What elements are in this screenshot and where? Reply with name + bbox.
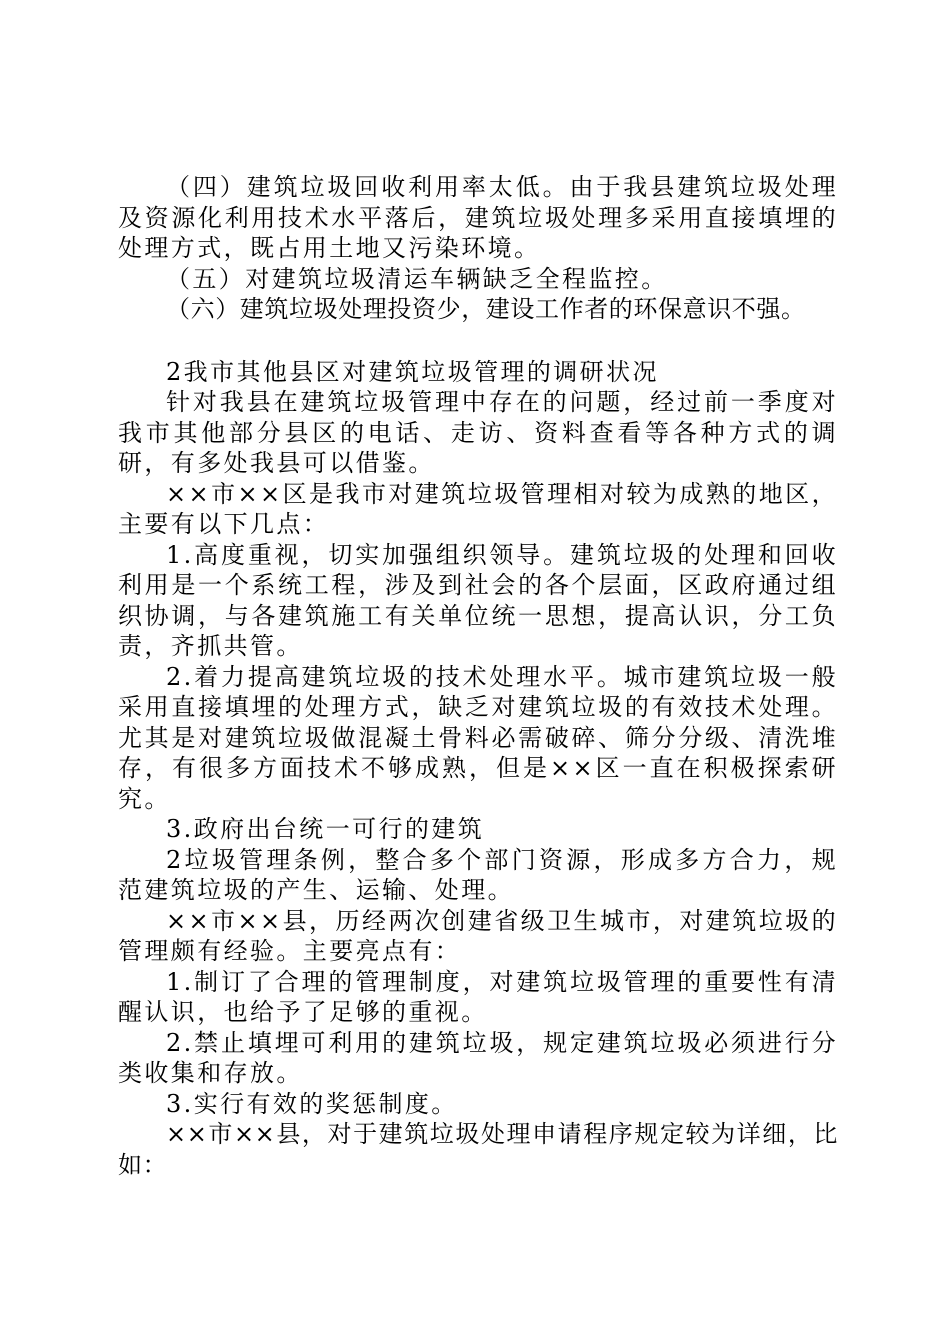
paragraph-vehicle-monitoring: （五）对建筑垃圾清运车辆缺乏全程监控。 <box>166 264 668 293</box>
paragraph-district-intro: ××市××区是我市对建筑垃圾管理相对较为成熟的地区，主要有以下几点： <box>118 479 838 538</box>
paragraph-low-recycling-rate: （四）建筑垃圾回收利用率太低。由于我县建筑垃圾处理及资源化利用技术水平落后，建筑垃圾处理多采用直接填埋的处理方式，既占用土地又污染环境。 <box>118 173 838 262</box>
paragraph-county-point-1: 1.制订了合理的管理制度，对建筑垃圾管理的重要性有清醒认识，也给予了足够的重视。 <box>118 967 838 1026</box>
paragraph-district-point-3: 3.政府出台统一可行的建筑 <box>166 815 485 843</box>
paragraph-county2-intro: ××市××县，对于建筑垃圾处理申请程序规定较为详细，比如： <box>118 1120 838 1179</box>
paragraph-district-point-2: 2.着力提高建筑垃圾的技术处理水平。城市建筑垃圾一般采用直接填埋的处理方式，缺乏对建筑垃圾的有效技术处理。尤其是对建筑垃圾做混凝土骨料必需破碎、筛分分级、清洗堆存，有很多方面技术不够成熟，但是××区一直在积极探索研究。 <box>118 662 838 813</box>
paragraph-district-point-1: 1.高度重视，切实加强组织领导。建筑垃圾的处理和回收利用是一个系统工程，涉及到社会的各个层面，区政府通过组织协调，与各建筑施工有关单位统一思想，提高认识，分工负责，齐抓共管。 <box>118 540 838 660</box>
paragraph-low-investment: （六）建筑垃圾处理投资少，建设工作者的环保意识不强。 <box>166 295 806 323</box>
paragraph-district-point-3-cont: 2垃圾管理条例，整合多个部门资源，形成多方合力，规范建筑垃圾的产生、运输、处理。 <box>118 845 838 904</box>
paragraph-county-intro: ××市××县，历经两次创建省级卫生城市，对建筑垃圾的管理颇有经验。主要亮点有： <box>118 906 838 965</box>
paragraph-survey-intro: 针对我县在建筑垃圾管理中存在的问题，经过前一季度对我市其他部分县区的电话、走访、资料查看等各种方式的调研，有多处我县可以借鉴。 <box>118 388 838 477</box>
document-body <box>118 172 838 1180</box>
section-heading-survey: 2我市其他县区对建筑垃圾管理的调研状况 <box>166 357 659 386</box>
paragraph-county-point-2: 2.禁止填埋可利用的建筑垃圾，规定建筑垃圾必须进行分类收集和存放。 <box>118 1028 838 1087</box>
paragraph-county-point-3: 3.实行有效的奖惩制度。 <box>166 1089 458 1118</box>
